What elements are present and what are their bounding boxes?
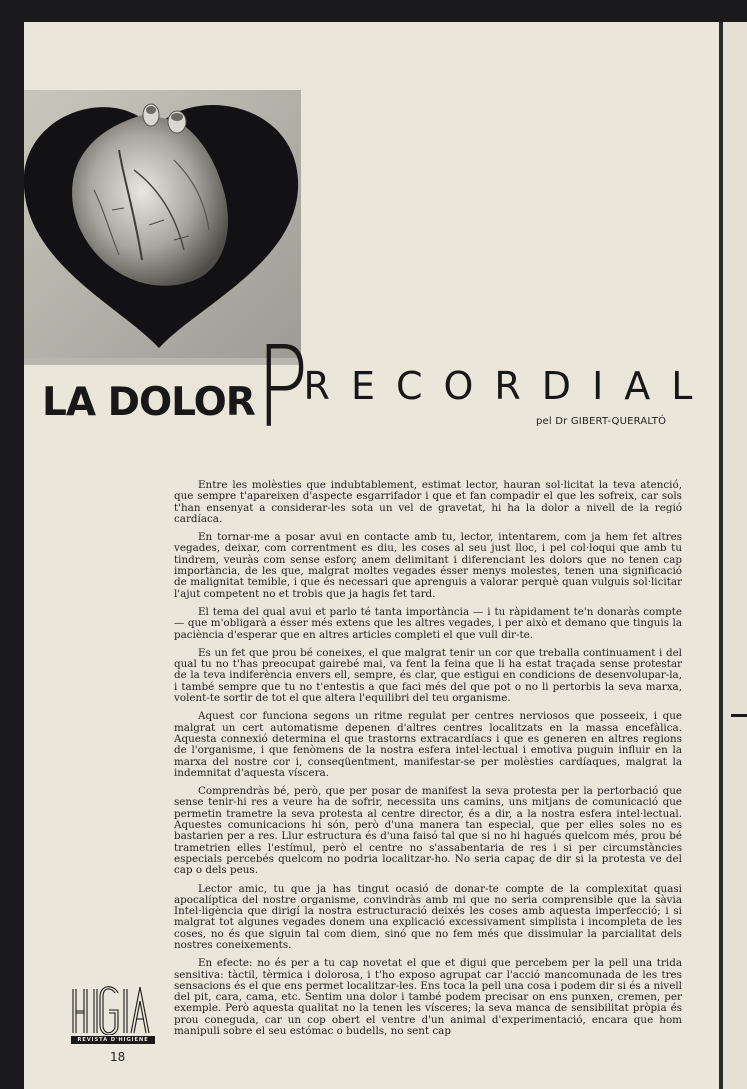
- adjacent-page-rule: [731, 714, 747, 717]
- byline: pel Dr GIBERT-QUERALTÓ: [536, 416, 667, 427]
- title-precordial: [256, 323, 714, 453]
- paragraph-5: Aquest cor funciona segons un ritme regulat per centres nerviosos que posseeix, i que malgrat un cert automatisme depenen d'altres centres localitzats en la massa encefàlica. Aquesta connexió determina el que trastorns extracardíacs i que es generen en altres regions de l'organisme, i que fenòmens de la nostra esfera intel·lectual i emotiva puguin influir en la marxa del nostre cor i, conseqüentment, manifestar-se per molèsties cardíaques, malgrat la indemnitat d'aquesta víscera.: [174, 710, 682, 779]
- logo-subtitle: REVISTA D'HIGIENE: [71, 1036, 155, 1044]
- title-la-dolor: LA DOLOR: [42, 380, 255, 425]
- article-body: [174, 480, 682, 1044]
- paragraph-7: Lector amic, tu que ja has tingut ocasió de donar-te compte de la complexitat quasi apocalíptica del nostre organisme, convindràs amb mi que no seria comprensible que la sàvia Intel·ligència que dirigí la nostra estructuració deixés les coses amb aquesta imperfecció; i si malgrat tot algunes vegades donem una explicació excessivament simplista i incompleta de les coses, no és que siguin tal com diem, sinó que no fem més que dissimular la parcialitat dels nostres coneixements.: [174, 882, 682, 951]
- adjacent-page-edge: [723, 22, 747, 1089]
- paragraph-6: Comprendràs bé, però, que per posar de manifest la seva protesta per la pertorbació que sense tenir-hi res a veure ha de sofrir, necessita uns camins, uns mitjans de comunicació que permetin trametre la seva protesta al centre director, és a dir, a la nostra esfera intel·lectual. Aquestes comunicacions hi són, però d'una manera tan especial, que per elles soles no es bastarien per a res. Llur estructura és d'una faisó tal que si no hi hagués quelcom més, prou bé trametrien elles l'estímul, però el centre no s'assabentaria de res i si per circumstàncies especials percebés quelcom no podria localitzar-ho. No seria capaç de dir si la protesta ve del cap o dels peus.: [174, 785, 682, 877]
- paragraph-8: En efecte: no és per a tu cap novetat el que et digui que percebem per la pell una trida sensitiva: tàctil, tèrmica i dolorosa, i t'ho exposo agrupat car l'acció mancomunada de les tres sensacions és el que ens permet localitzar-les. Ens toca la pell una cosa i podem dir si és a nivell del pit, cara, cama, etc. Sentim una dolor i també podem precisar on ens punxen, cremen, per exemple. Però aquesta qualitat no la tenen les vísceres; la seva manca de sensibilitat pròpia és prou coneguda, car un cop obert el ventre d'un animal d'experimentació, encara que hom manipuli sobre el seu estómac o budells, no sent cap: [174, 957, 682, 1038]
- logo-wordmark: [71, 983, 155, 1035]
- paragraph-2: En tornar-me a posar avui en contacte amb tu, lector, intentarem, com ja hem fet altres vegades, deixar, com correntment es diu, les coses al seu just lloc, i pel col·loqui que amb tu tindrem, veuràs com sense esforç anem delimitant i diferenciant les dolors que no tenen cap importància, de les que, malgrat moltes vegades ésser menys molestes, tenen una significació de malignitat temible, i que és necessari que aprenguis a valorar perquè quan vulguis sol·licitar l'ajut competent no et trobis que ja hagis fet tard.: [174, 531, 682, 600]
- page-number: 18: [110, 1050, 126, 1064]
- paragraph-4: Es un fet que prou bé coneixes, el que malgrat tenir un cor que treballa continuament i del qual tu no t'has preocupat gairebé mai, va fent la feina que li ha estat traçada sense protestar de la teva indiferència envers ell, sempre, és clar, que estigui en condicions de desenvolupar-la, i també sempre que tu no t'entestis a que faci més del que pot o no li pertorbis la seva marxa, volent-te sortir de tot el que altera l'equilibri del teu organisme.: [174, 646, 682, 705]
- title-rest: RECORDIAL: [303, 364, 714, 408]
- paragraph-1: Entre les molèsties que indubtablement, estimat lector, hauran sol·licitat la teva atenció, que sempre t'apareixen d'aspecte esgarrifador i que et fan compadir el que les sofreix, car sols t'han ensenyat a considerar-les sota un vel de gravetat, hi ha la dolor a nivell de la regió cardíaca.: [174, 479, 682, 525]
- title-initial: P: [256, 323, 309, 453]
- paragraph-3: El tema del qual avui et parlo té tanta importància — i tu ràpidament te'n donaràs compte — que m'obligarà a ésser més extens que les altres vegades, i per això et demano que tinguis la paciència d'esperar que en altres articles completi el que vull dir-te.: [174, 605, 682, 641]
- higia-logo: [71, 983, 155, 1044]
- magazine-page: [24, 22, 719, 1089]
